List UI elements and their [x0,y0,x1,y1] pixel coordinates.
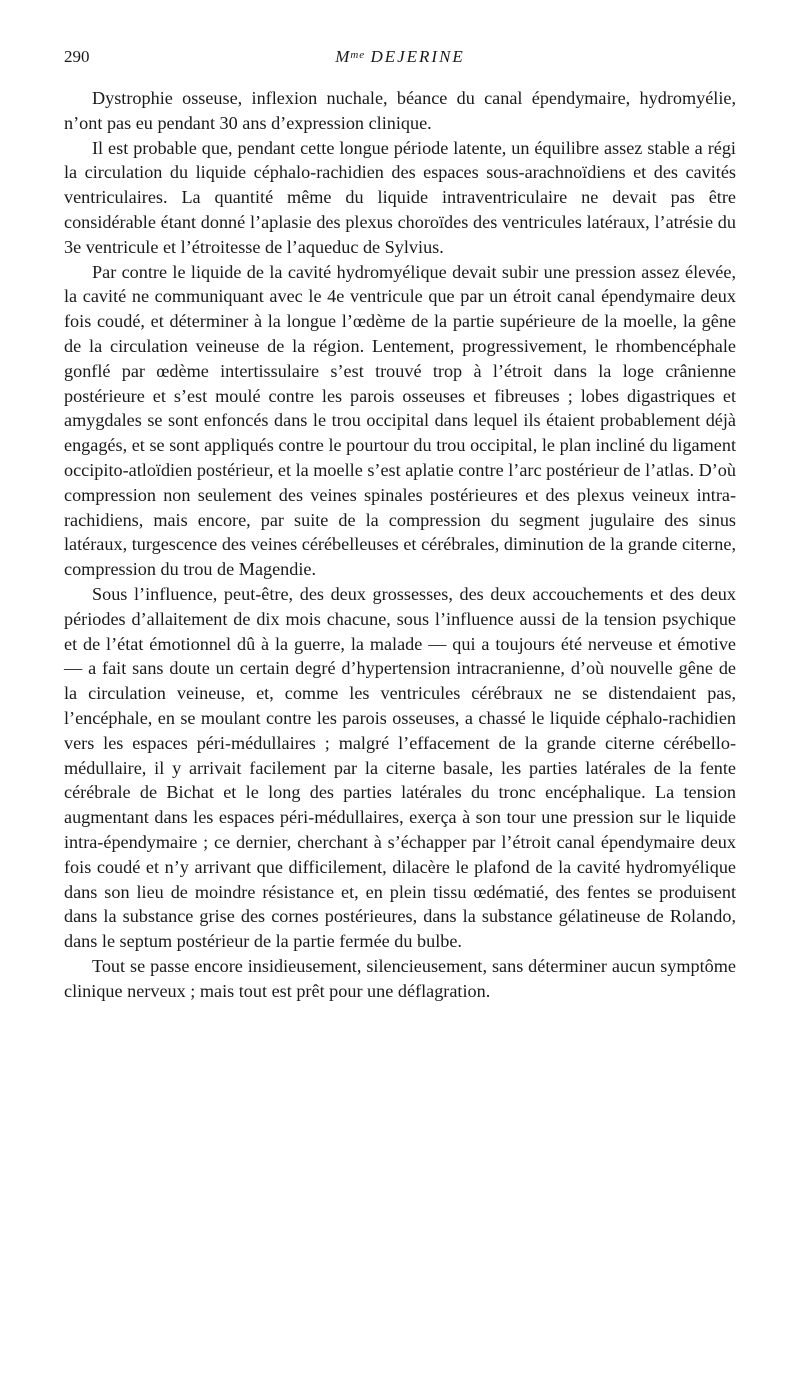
running-title-prefix: M [335,47,351,66]
running-title [64,46,736,68]
paragraph: Par contre le liquide de la cavité hydromyélique devait subir une pression assez élevée, la cavité ne communiquant avec le 4e ventricule que par un étroit canal épendymaire deux fois coudé, et déterminer à la longue l’œdème de la partie supérieure de la moelle, la gêne de la circulation veineuse de la région. Lentement, progressivement, le rhombencéphale gonflé par œdème intertissulaire s’est trouvé trop à l’étroit dans la loge crânienne postérieure et s’est moulé contre les parois osseuses et fibreuses ; lobes digastriques et amygdales se sont enfoncés dans le trou occipital dans lequel ils étaient probablement déjà engagés, et se sont appliqués contre le pourtour du trou occipital, le plan incliné du ligament occipito-atloïdien postérieur, et la moelle s’est aplatie contre l’arc postérieur de l’atlas. D’où compression non seulement des veines spinales postérieures et des plexus veineux intra-rachidiens, mais encore, par suite de la compression du segment jugulaire des sinus latéraux, turgescence des veines cérébelleuses et cérébrales, diminution de la grande citerne, compression du trou de Magendie. [64,261,736,580]
paragraph: Il est probable que, pendant cette longue période latente, un équilibre assez stable a régi la circulation du liquide céphalo-rachidien des espaces sous-arachnoïdiens et des cavités ventriculaires. La quantité même du liquide intraventriculaire ne devait pas être considérable étant donné l’aplasie des plexus choroïdes des ventricules latéraux, l’atrésie du 3e ventricule et l’étroitesse de l’aqueduc de Sylvius. [64,137,736,257]
page-header [64,46,736,68]
paragraph: Sous l’influence, peut-être, des deux grossesses, des deux accouchements et des deux périodes d’allaitement de dix mois chacune, sous l’influence aussi de la tension psychique et de l’état émotionnel dû à la guerre, la malade — qui a toujours été nerveuse et émotive — a fait sans doute un certain degré d’hypertension intracranienne, d’où nouvelle gêne de la circulation veineuse, et, comme les ventricules cérébraux ne se distendaient pas, l’encéphale, en se moulant contre les parois osseuses, a chassé le liquide céphalo-rachidien vers les espaces péri-médullaires ; malgré l’effacement de la grande citerne cérébello-médullaire, il y arrivait facilement par la citerne basale, les parties latérales de la fente cérébrale de Bichat et le long des parties latérales du tronc encéphalique. La tension augmentant dans les espaces péri-médullaires, exerça à son tour une pression sur le liquide intra-épendymaire ; ce dernier, cherchant à s’échapper par l’étroit canal épendymaire deux fois coudé et n’y arrivant que difficilement, dilacère le plafond de la cavité hydromyélique dans son lieu de moindre résistance et, en plein tissu œdématié, des fentes se produisent dans la substance grise des cornes postérieures, dans la substance gélatineuse de Rolando, dans le septum postérieur de la partie fermée du bulbe. [64,583,736,952]
body-text [64,86,736,1003]
running-title-superscript: me [350,49,366,61]
paragraph: Dystrophie osseuse, inflexion nuchale, béance du canal épendymaire, hydromyélie, n’ont pas eu pendant 30 ans d’expression clinique. [64,88,736,133]
paragraph: Tout se passe encore insidieusement, silencieusement, sans déterminer aucun symptôme clinique nerveux ; mais tout est prêt pour une déflagration. [64,955,736,1001]
running-title-name: DEJERINE [370,47,465,66]
page-number: 290 [64,47,90,66]
